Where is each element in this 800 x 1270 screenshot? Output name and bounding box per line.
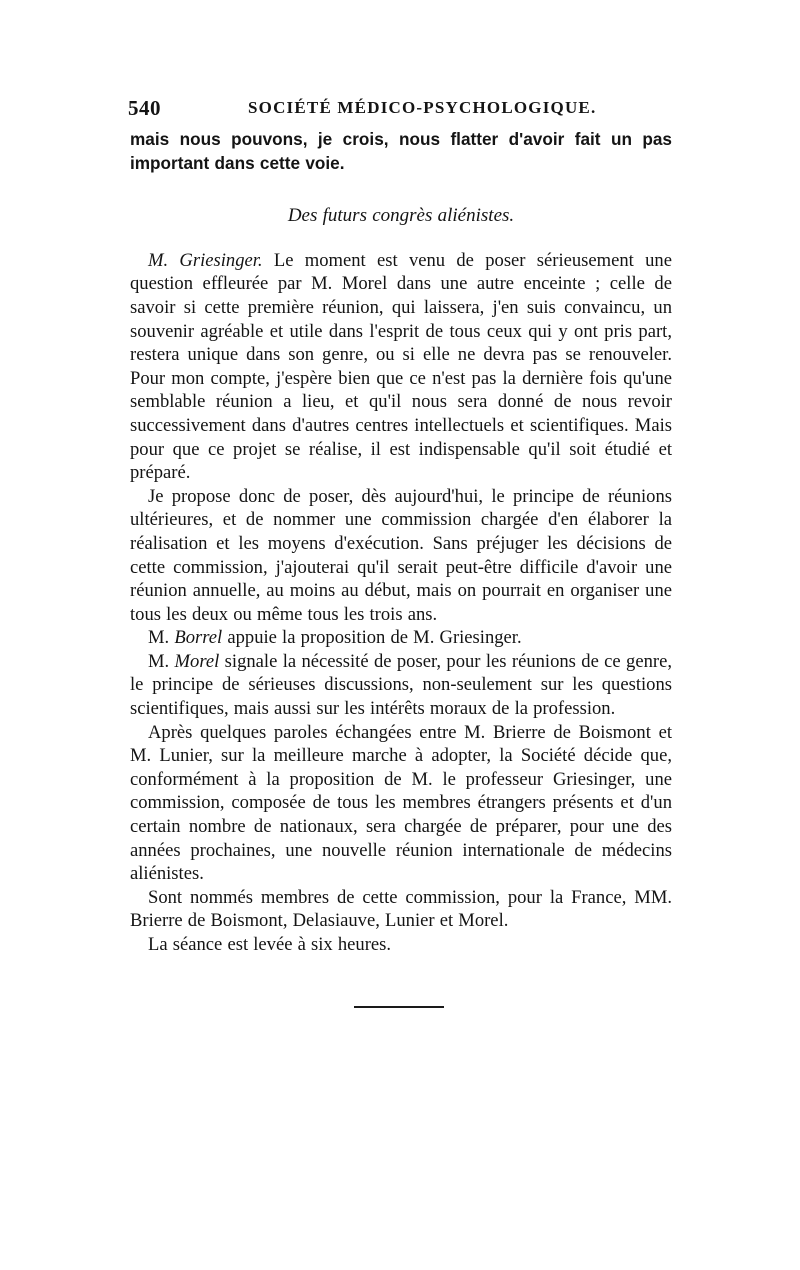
- paragraph-griesinger: [130, 249, 672, 485]
- paragraph-continued: mais nous pouvons, je crois, nous flatter d'avoir fait un pas important dans cette voie.: [130, 129, 672, 173]
- paragraph-text: Le moment est venu de poser sérieusement une question effleurée par M. Morel dans une autre enceinte ; celle de savoir si cette première réunion, qui laissera, j'en suis convaincu, un souvenir agréable et utile dans l'esprit de tous ceux qui y ont pris part, restera unique dans son genre, ou si elle ne devra pas se renouveler. Pour mon compte, j'espère bien que ce n'est pas la dernière fois qu'une semblable réunion a lieu, et qu'il nous sera donné de nous revoir successivement dans d'autres centres intellectuels et scientifiques. Mais pour que ce projet se réalise, il est indispensable qu'il soit étudié et préparé.: [130, 249, 672, 484]
- paragraph-borrel: [130, 626, 672, 650]
- paragraph-text: signale la nécessité de poser, pour les réunions de ce genre, le principe de sérieuses discussions, non-seulement sur les questions scientifiques, mais aussi sur les intérêts moraux de la profession.: [130, 650, 672, 720]
- speaker-name: Morel: [174, 650, 220, 672]
- speaker-name: M. Griesinger.: [148, 249, 263, 271]
- end-rule-divider: [354, 1006, 444, 1008]
- speaker-prefix: M.: [148, 627, 175, 649]
- speaker-name: Borrel: [174, 627, 223, 649]
- paragraph-apres: Après quelques paroles échangées entre M. Brierre de Boismont et M. Lunier, sur la meilleure marche à adopter, la Société décide que, conformément à la proposition de M. le professeur Griesinger, une commission, composée de tous les membres étrangers présents et d'un certain nombre de nationaux, sera chargée de préparer, pour une des années prochaines, une nouvelle réunion internationale de médecins aliénistes.: [130, 721, 672, 885]
- paragraph-morel: [130, 650, 672, 721]
- paragraph-nommes: Sont nommés membres de cette commission, pour la France, MM. Brierre de Boismont, Delasiauve, Lunier et Morel.: [130, 886, 672, 932]
- body-text: [130, 128, 672, 957]
- running-head: SOCIÉTÉ MÉDICO-PSYCHOLOGIQUE.: [248, 98, 597, 117]
- paragraph-text: appuie la proposition de M. Griesinger.: [222, 627, 522, 649]
- speaker-prefix: M.: [148, 650, 175, 672]
- page-number: 540: [128, 96, 161, 120]
- paragraph-levee: La séance est levée à six heures.: [148, 934, 392, 955]
- section-title: Des futurs congrès aliénistes.: [287, 205, 515, 227]
- paragraph-propose: Je propose donc de poser, dès aujourd'hui, le principe de réunions ultérieures, et de nommer une commission chargée d'en élaborer la réalisation et les moyens d'exécution. Sans préjuger les décisions de cette commission, j'ajouterai qu'il serait peut-être difficile d'avoir une réunion annuelle, au moins au début, mais on pourrait en organiser une tous les deux ou même tous les trois ans.: [130, 485, 672, 625]
- page-header: [128, 96, 673, 122]
